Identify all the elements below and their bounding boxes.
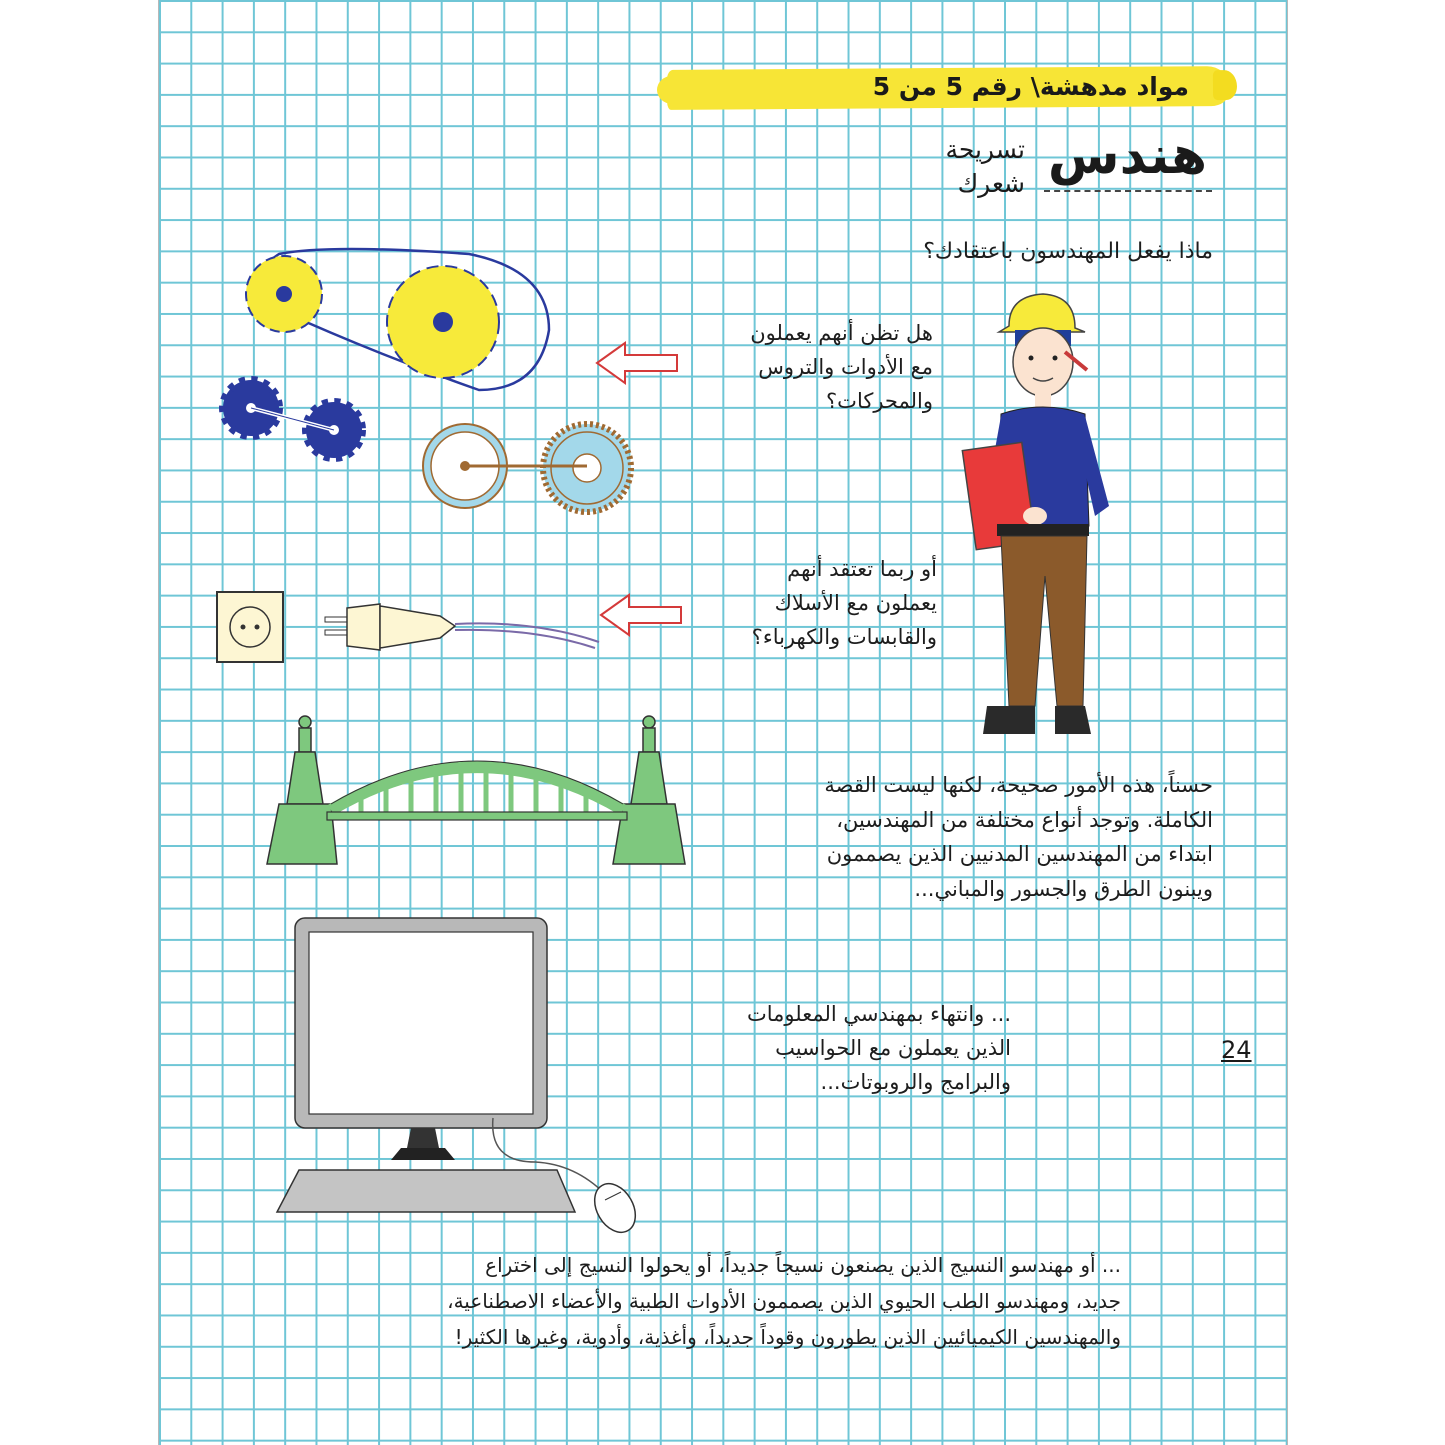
text-line: هل تظن أنهم يعملون (750, 321, 933, 345)
text-line: جديد، ومهندسو الطب الحيوي الذين يصممون الأدوات الطبية والأعضاء الاصطناعية، (447, 1289, 1121, 1313)
gears-illustration (219, 240, 579, 520)
text-line: ... وانتهاء بمهندسي المعلومات (746, 1002, 1011, 1026)
wires-paragraph (752, 552, 937, 654)
page-title: هندس (1047, 126, 1207, 186)
arrow-left-icon (595, 340, 679, 386)
socket-and-plug-illustration (215, 590, 615, 670)
yellow-gear-large-icon (387, 266, 499, 378)
page-subtitle (945, 133, 1025, 201)
text-line: ... أو مهندسو النسيج الذين يصنعون نسيجاً جديداً، أو يحولوا النسيج إلى اختراع (485, 1253, 1121, 1277)
text-line: ويبنون الطرق والجسور والمباني... (914, 876, 1213, 901)
gears-paragraph (750, 316, 933, 418)
yellow-gear-small-icon (246, 256, 322, 332)
text-line: والقابسات والكهرباء؟ (751, 625, 937, 649)
brown-gear-icon (543, 424, 631, 512)
bridge-tower-left-icon (267, 716, 337, 864)
bridge-illustration (261, 714, 691, 870)
chapter-banner: مواد مدهشة\ رقم 5 من 5 (872, 72, 1189, 101)
subtitle-line: شعرك (957, 169, 1025, 198)
text-line: يعملون مع الأسلاك (774, 591, 937, 615)
text-line: والمهندسين الكيميائيين الذين يطورون وقوداً جديداً، وأغذية، وأدوية، وغيرها الكثير! (454, 1325, 1121, 1349)
text-line: والبرامج والروبوتات... (820, 1070, 1011, 1094)
text-line: الكاملة. وتوجد أنواع مختلفة من المهندسين، (836, 807, 1213, 832)
text-line: ابتداء من المهندسين المدنيين الذين يصممون (826, 842, 1213, 866)
text-line: والمحركات؟ (826, 389, 933, 413)
page-number: 24 (1221, 1036, 1252, 1064)
text-line: الذين يعملون مع الحواسيب (775, 1036, 1011, 1060)
computer-illustration (275, 912, 655, 1232)
text-line: حسناً، هذه الأمور صحيحة، لكنها ليست القصة (824, 773, 1213, 797)
subtitle-line: تسريحة (945, 135, 1025, 164)
title-underline (1044, 190, 1212, 192)
text-line: مع الأدوات والتروس (758, 355, 933, 379)
book-page (158, 0, 1288, 1445)
info-paragraph (747, 997, 1011, 1099)
bottom-paragraph (447, 1247, 1121, 1355)
bridge-tower-right-icon (613, 716, 685, 864)
engineer-illustration (969, 286, 1129, 746)
intro-question: ماذا يفعل المهندسون باعتقادك؟ (923, 239, 1213, 264)
civil-paragraph (824, 768, 1213, 906)
text-line: أو ربما تعتقد أنهم (787, 557, 937, 581)
